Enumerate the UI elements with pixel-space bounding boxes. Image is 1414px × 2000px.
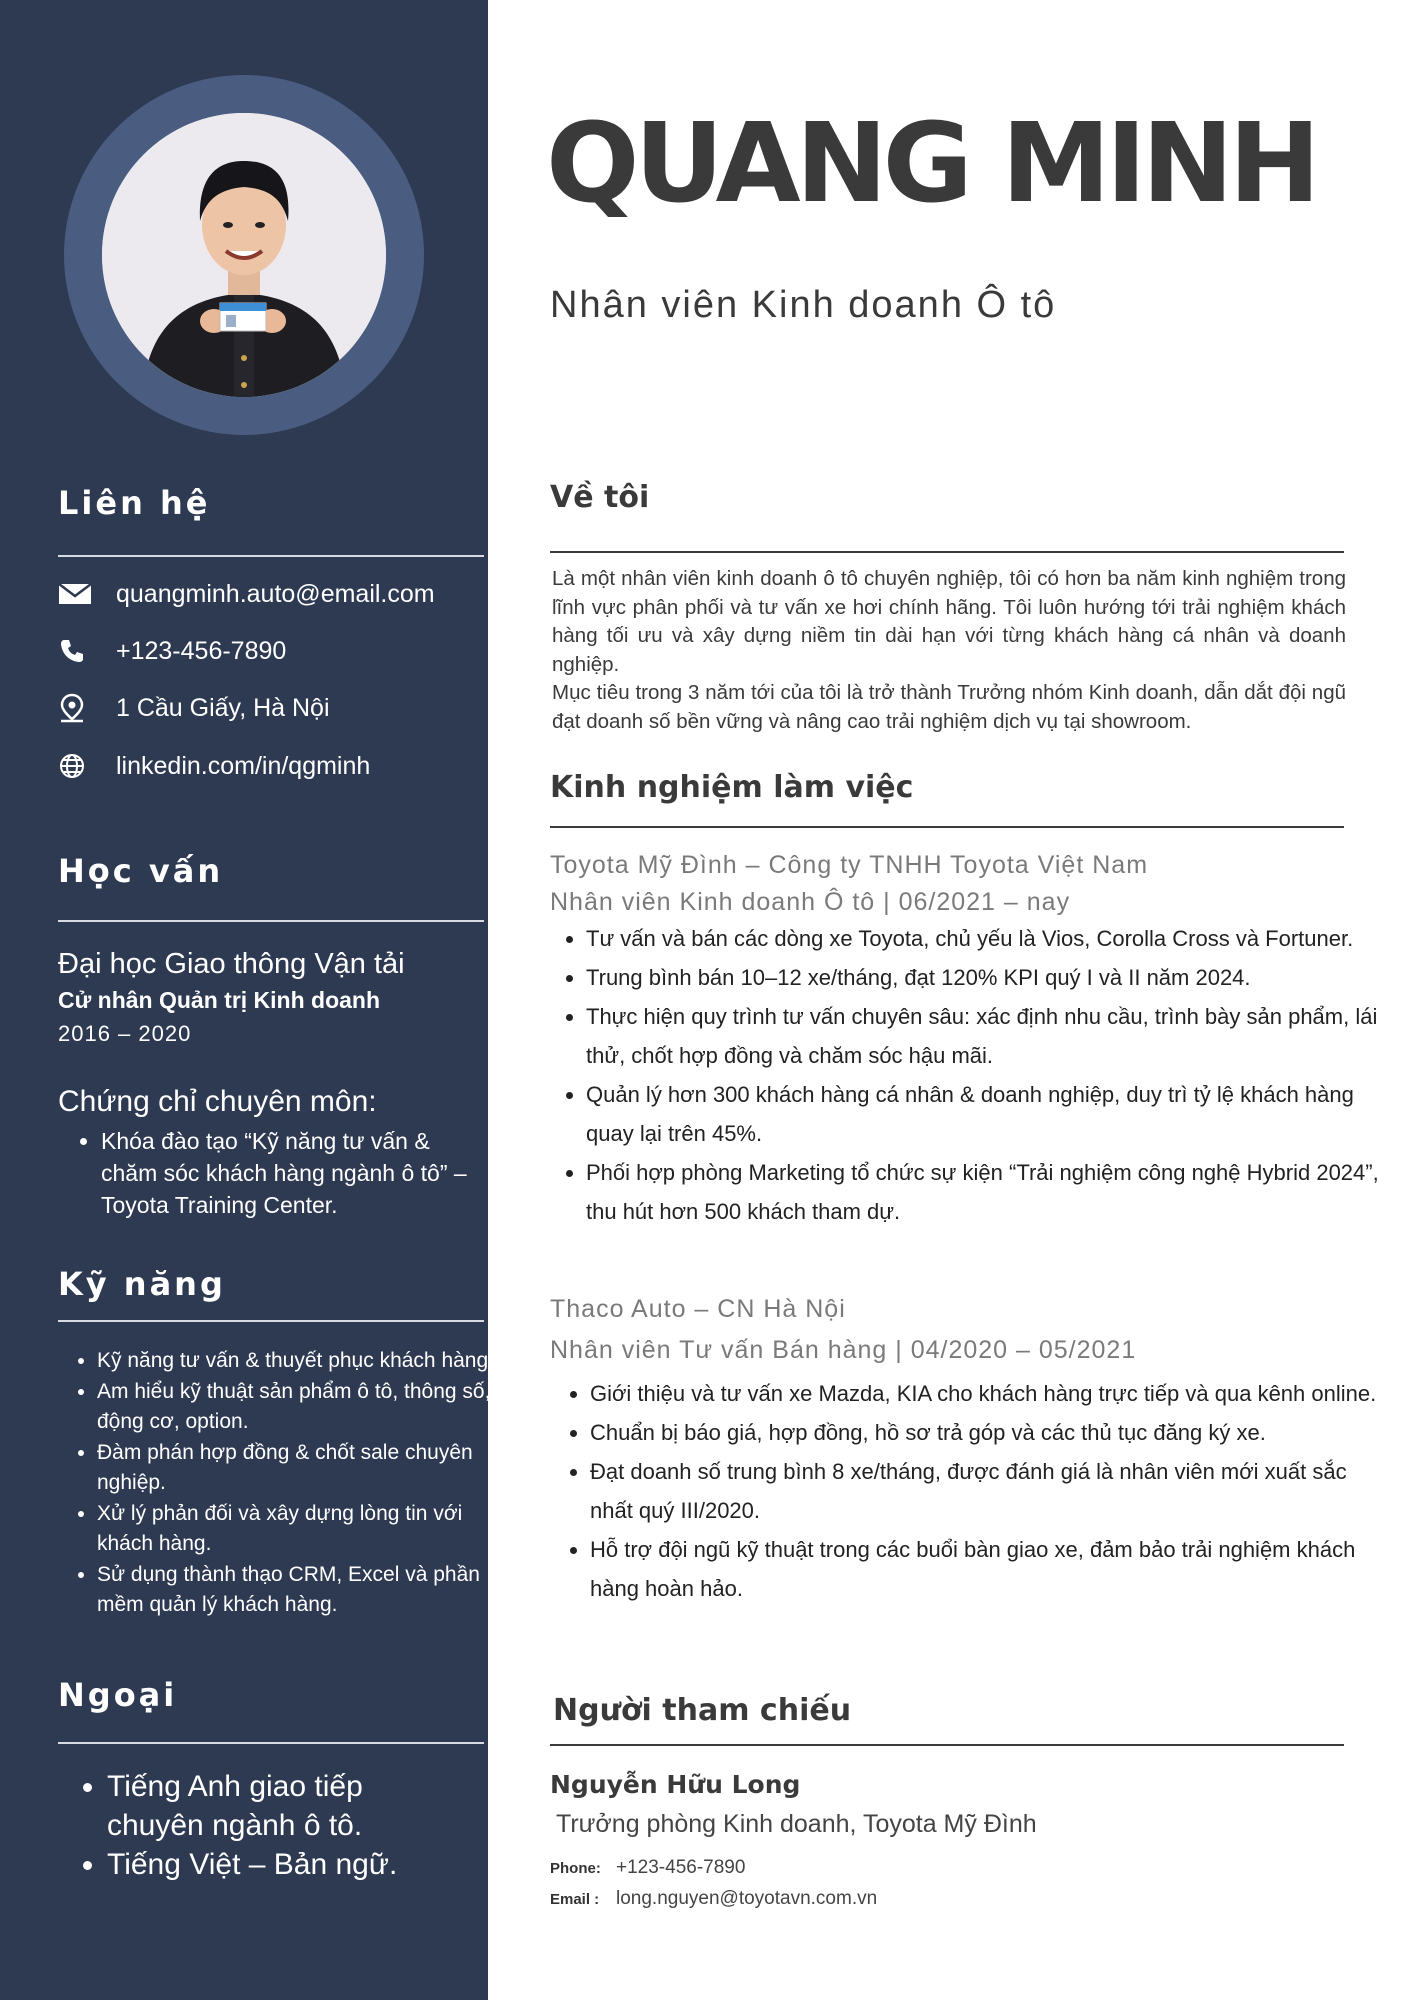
- list-item: • Tiếng Anh giao tiếp chuyên ngành ô tô.: [107, 1767, 467, 1845]
- contact-address: [58, 688, 330, 728]
- job-bullets: [554, 1374, 1390, 1608]
- sidebar: [0, 0, 494, 2000]
- reference-email[interactable]: [550, 1888, 877, 1910]
- contact-website[interactable]: [58, 746, 370, 786]
- education-degree: Cử nhân Quản trị Kinh doanh: [58, 987, 381, 1013]
- reference-email-label: Email :: [550, 1891, 600, 1908]
- reference-phone-label: Phone:: [550, 1860, 601, 1877]
- job-bullets: [550, 919, 1386, 1231]
- job-role: Nhân viên Tư vấn Bán hàng | 04/2020 – 05/2021: [550, 1336, 1137, 1364]
- contact-email-text: quangminh.auto@email.com: [116, 579, 435, 608]
- list-item: • Trung bình bán 10–12 xe/tháng, đạt 120% KPI quý I và II năm 2024.: [586, 958, 1386, 997]
- reference-divider: [550, 1744, 1344, 1746]
- about-divider: [550, 551, 1344, 553]
- skills-list: [60, 1346, 497, 1621]
- list-item: • Phối hợp phòng Marketing tổ chức sự kiện “Trải nghiệm công nghệ Hybrid 2024”, thu hút hơn 500 khách tham dự.: [586, 1153, 1386, 1231]
- about-paragraph: Là một nhân viên kinh doanh ô tô chuyên nghiệp, tôi có hơn ba năm kinh nghiệm trong lĩnh vực phân phối và tư vấn xe hơi chính hãng. Tôi luôn hướng tới trải nghiệm khách hàng tối ưu và xây dựng niềm tin dài hạn với từng khách hàng cá nhân và doanh nghiệp.: [552, 567, 1346, 676]
- contact-heading: Liên hệ: [58, 484, 211, 522]
- about-paragraph: Mục tiêu trong 3 năm tới của tôi là trở thành Trưởng nhóm Kinh doanh, dẫn dắt đội ngũ đạt doanh số bền vững và nâng cao trải nghiệm dịch vụ tại showroom.: [552, 681, 1346, 733]
- location-pin-icon: [58, 693, 94, 723]
- list-item: • Sử dụng thành thạo CRM, Excel và phần mềm quản lý khách hàng.: [97, 1560, 497, 1621]
- education-divider: [58, 920, 484, 922]
- reference-phone[interactable]: [550, 1857, 745, 1879]
- reference-heading: Người tham chiếu: [553, 1693, 852, 1728]
- list-item: • Giới thiệu và tư vấn xe Mazda, KIA cho khách hàng trực tiếp và qua kênh online.: [590, 1374, 1390, 1413]
- about-heading: Về tôi: [550, 480, 650, 515]
- candidate-title: Nhân viên Kinh doanh Ô tô: [550, 284, 1057, 326]
- contact-divider: [58, 555, 484, 557]
- candidate-name: QUANG MINH: [546, 99, 1316, 227]
- contact-phone[interactable]: [58, 631, 286, 671]
- languages-divider: [58, 1742, 484, 1744]
- skills-divider: [58, 1320, 484, 1322]
- list-item: • Tư vấn và bán các dòng xe Toyota, chủ yếu là Vios, Corolla Cross và Fortuner.: [586, 919, 1386, 958]
- list-item: • Chuẩn bị báo giá, hợp đồng, hồ sơ trả góp và các thủ tục đăng ký xe.: [590, 1413, 1390, 1452]
- list-item: • Am hiểu kỹ thuật sản phẩm ô tô, thông số, động cơ, option.: [97, 1377, 497, 1438]
- contact-address-text: 1 Cầu Giấy, Hà Nội: [116, 693, 330, 722]
- contact-phone-text: +123-456-7890: [116, 636, 287, 665]
- profile-photo-ring: [64, 75, 424, 435]
- job-role: Nhân viên Kinh doanh Ô tô | 06/2021 – nay: [550, 888, 1071, 916]
- reference-phone-value: +123-456-7890: [616, 1857, 746, 1878]
- list-item: • Xử lý phản đối và xây dựng lòng tin với khách hàng.: [97, 1499, 497, 1560]
- list-item: • Hỗ trợ đội ngũ kỹ thuật trong các buổi bàn giao xe, đảm bảo trải nghiệm khách hàng hoàn hảo.: [590, 1530, 1390, 1608]
- job-company: Thaco Auto – CN Hà Nội: [550, 1295, 846, 1323]
- list-item: • Đạt doanh số trung bình 8 xe/tháng, được đánh giá là nhân viên mới xuất sắc nhất quý III/2020.: [590, 1452, 1390, 1530]
- list-item: • Kỹ năng tư vấn & thuyết phục khách hàng.: [97, 1346, 497, 1377]
- education-years: 2016 – 2020: [58, 1021, 192, 1046]
- list-item: • Tiếng Việt – Bản ngữ.: [107, 1845, 467, 1884]
- job-company: Toyota Mỹ Đình – Công ty TNHH Toyota Việt Nam: [550, 851, 1149, 879]
- list-item: • Đàm phán hợp đồng & chốt sale chuyên nghiệp.: [97, 1438, 497, 1499]
- contact-website-text: linkedin.com/in/qgminh: [116, 751, 371, 780]
- skills-heading: Kỹ năng: [58, 1265, 226, 1303]
- certificates-heading: Chứng chỉ chuyên môn:: [58, 1085, 377, 1118]
- education-school: Đại học Giao thông Vận tải: [58, 948, 405, 980]
- experience-heading: Kinh nghiệm làm việc: [550, 770, 914, 805]
- education-heading: Học vấn: [58, 852, 224, 890]
- certificates-list: [64, 1125, 491, 1221]
- globe-icon: [58, 751, 94, 781]
- languages-heading: Ngoại: [58, 1676, 178, 1714]
- person-portrait-icon: [102, 113, 386, 397]
- experience-divider: [550, 826, 1344, 828]
- about-text: [552, 565, 1346, 736]
- list-item: • Thực hiện quy trình tư vấn chuyên sâu: xác định nhu cầu, trình bày sản phẩm, lái thử, chốt hợp đồng và chăm sóc hậu mãi.: [586, 997, 1386, 1075]
- reference-role: Trưởng phòng Kinh doanh, Toyota Mỹ Đình: [556, 1810, 1037, 1838]
- list-item: • Khóa đào tạo “Kỹ năng tư vấn & chăm sóc khách hàng ngành ô tô” – Toyota Training Center.: [101, 1125, 491, 1221]
- reference-email-value: long.nguyen@toyotavn.com.vn: [616, 1888, 878, 1909]
- profile-photo: [102, 113, 386, 397]
- list-item: • Quản lý hơn 300 khách hàng cá nhân & doanh nghiệp, duy trì tỷ lệ khách hàng quay lại trên 45%.: [586, 1075, 1386, 1153]
- mail-icon: [58, 579, 94, 609]
- languages-list: [70, 1767, 467, 1884]
- reference-name: Nguyễn Hữu Long: [550, 1770, 801, 1799]
- phone-icon: [58, 636, 94, 666]
- contact-email[interactable]: [58, 574, 435, 614]
